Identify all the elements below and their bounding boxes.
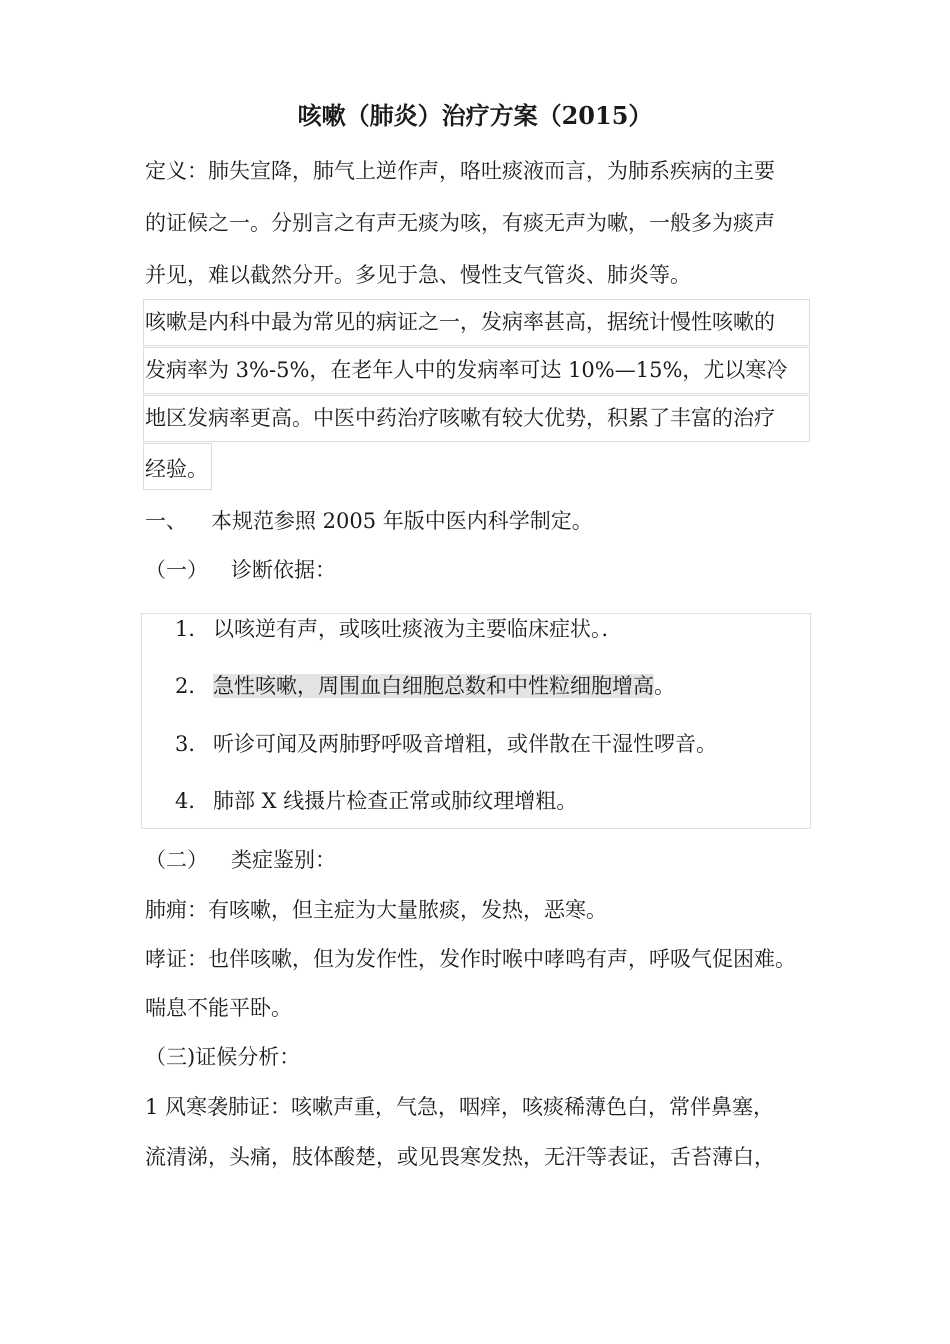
differential-line-3: 喘息不能平卧。 [145, 996, 292, 1020]
sub-2-number: （二） [145, 848, 208, 872]
overview-line-2: 发病率为 3%-5%，在老年人中的发病率可达 10%—15%，尤以寒冷 [145, 358, 788, 382]
diagnosis-item-2-text: 急性咳嗽，周围血白细胞总数和中性粒细胞增高 [213, 674, 654, 698]
diagnosis-item-4-number: 4． [175, 789, 210, 813]
sub-1-text: 诊断依据： [231, 558, 336, 582]
diagnosis-item-1-text: 以咳逆有声，或咳吐痰液为主要临床症状。． [213, 617, 623, 641]
diagnosis-item-2 [175, 672, 675, 700]
sub-2-text: 类症鉴别： [231, 848, 336, 872]
syndrome-line-2: 流清涕，头痛，肢体酸楚，或见畏寒发热，无汗等表证，舌苔薄白， [145, 1145, 775, 1169]
overview-line-4: 经验。 [145, 457, 208, 481]
differential-line-1: 肺痈：有咳嗽，但主症为大量脓痰，发热，恶寒。 [145, 898, 607, 922]
syndrome-line-1: 1 风寒袭肺证：咳嗽声重，气急，咽痒，咳痰稀薄色白，常伴鼻塞， [145, 1095, 775, 1119]
diagnosis-item-4-text: 肺部 X 线摄片检查正常或肺纹理增粗。 [213, 789, 578, 813]
sub-2-heading [145, 846, 336, 874]
sub-1-heading [145, 556, 336, 584]
section-1-text: 本规范参照 2005 年版中医内科学制定。 [211, 509, 593, 533]
definition-line-3: 并见，难以截然分开。多见于急、慢性支气管炎、肺炎等。 [145, 263, 691, 287]
section-1-number: 一、 [145, 509, 187, 533]
diagnosis-item-3-text: 听诊可闻及两肺野呼吸音增粗，或伴散在干湿性啰音。 [213, 732, 717, 756]
definition-line-1: 定义：肺失宣降，肺气上逆作声，咯吐痰液而言，为肺系疾病的主要 [145, 159, 775, 183]
definition-line-2: 的证候之一。分别言之有声无痰为咳，有痰无声为嗽，一般多为痰声 [145, 211, 775, 235]
section-1-heading [145, 507, 593, 535]
diagnosis-item-3 [175, 730, 717, 758]
diagnosis-item-1-number: 1． [175, 617, 210, 641]
differential-line-2: 哮证：也伴咳嗽，但为发作性，发作时喉中哮鸣有声，呼吸气促困难。 [145, 947, 796, 971]
sub-1-number: （一） [145, 558, 208, 582]
overview-line-3: 地区发病率更高。中医中药治疗咳嗽有较大优势，积累了丰富的治疗 [145, 406, 775, 430]
document-title: 咳嗽（肺炎）治疗方案（2015） [297, 101, 653, 130]
sub-3-heading: （三)证候分析： [145, 1045, 301, 1069]
overview-line-1: 咳嗽是内科中最为常见的病证之一，发病率甚高，据统计慢性咳嗽的 [145, 310, 775, 334]
diagnosis-item-4 [175, 787, 577, 815]
diagnosis-item-1 [175, 615, 623, 643]
diagnosis-item-3-number: 3． [175, 732, 210, 756]
diagnosis-item-2-tail: 。 [654, 674, 675, 698]
diagnosis-item-2-number: 2． [175, 674, 210, 698]
